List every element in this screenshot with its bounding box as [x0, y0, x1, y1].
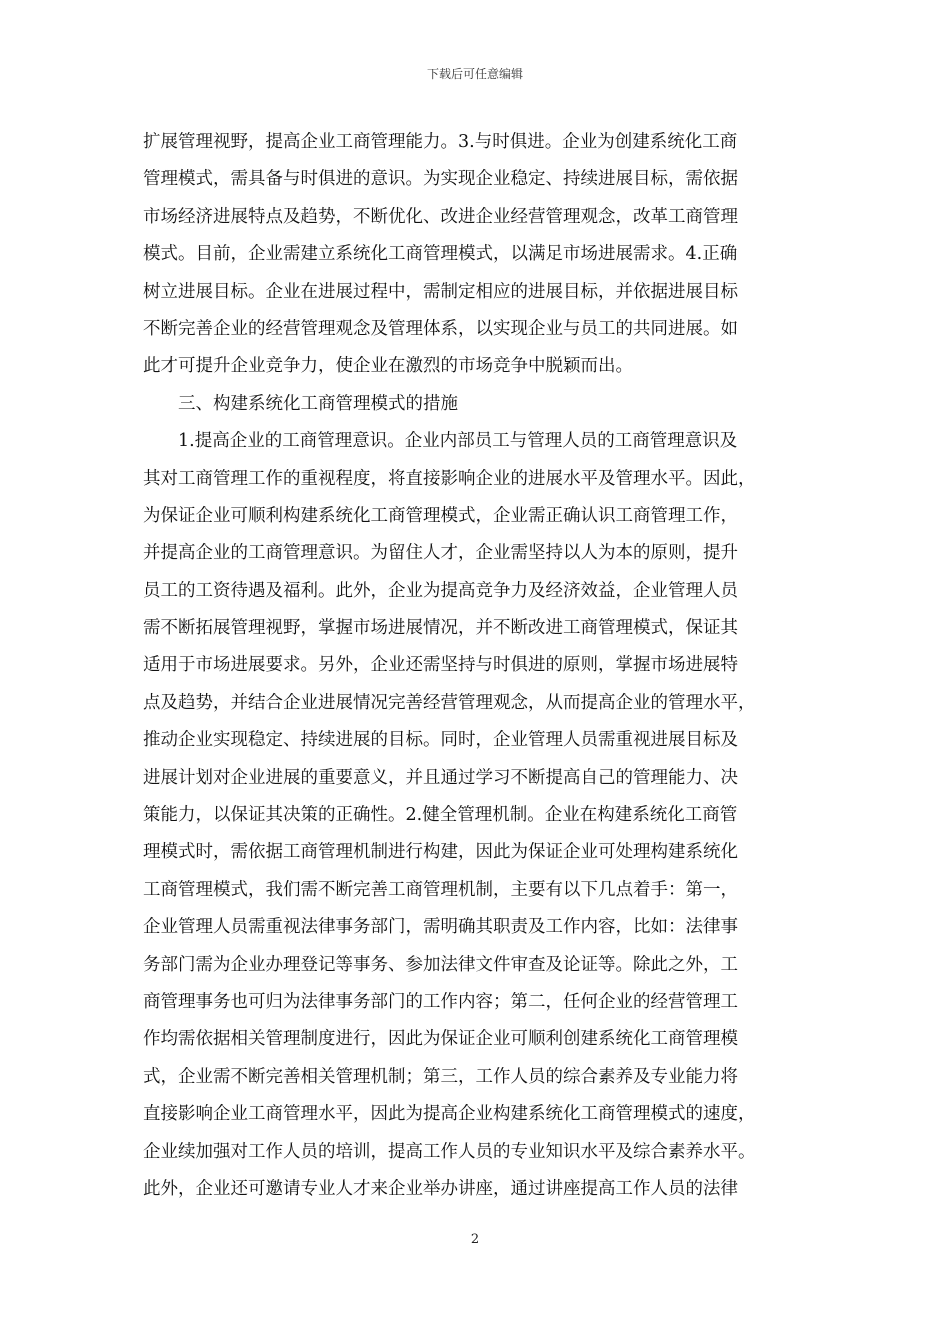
- text-line: 务部门需为企业办理登记等事务、参加法律文件审查及论证等。除此之外，工: [143, 954, 738, 975]
- page-header: 下载后可任意编辑: [426, 67, 523, 81]
- text-line: 为保证企业可顺利构建系统化工商管理模式，企业需正确认识工商管理工作，: [143, 505, 738, 526]
- text-line: 推动企业实现稳定、持续进展的目标。同时，企业管理人员需重视进展目标及: [143, 730, 738, 751]
- text-line: 员工的工资待遇及福利。此外，企业为提高竞争力及经济效益，企业管理人员: [143, 580, 738, 601]
- text-line: 1.提高企业的工商管理意识。企业内部员工与管理人员的工商管理意识及: [178, 431, 738, 452]
- body-text: [143, 124, 808, 1208]
- text-line: 三、构建系统化工商管理模式的措施: [178, 393, 458, 414]
- text-line: 工商管理模式，我们需不断完善工商管理机制，主要有以下几点着手：第一，: [143, 879, 738, 900]
- text-line: 模式。目前，企业需建立系统化工商管理模式，以满足市场进展需求。4.正确: [143, 244, 738, 265]
- text-line: 企业续加强对工作人员的培训，提高工作人员的专业知识水平及综合素养水平。: [143, 1141, 756, 1162]
- text-line: 企业管理人员需重视法律事务部门，需明确其职责及工作内容，比如：法律事: [143, 917, 738, 938]
- text-line: 直接影响企业工商管理水平，因此为提高企业构建系统化工商管理模式的速度，: [143, 1104, 756, 1125]
- text-line: 此外，企业还可邀请专业人才来企业举办讲座，通过讲座提高工作人员的法律: [143, 1178, 738, 1199]
- text-line: 需不断拓展管理视野，掌握市场进展情况，并不断改进工商管理模式，保证其: [143, 618, 738, 639]
- text-line: 进展计划对企业进展的重要意义，并且通过学习不断提高自己的管理能力、决: [143, 767, 738, 788]
- text-line: 商管理事务也可归为法律事务部门的工作内容；第二，任何企业的经营管理工: [143, 991, 738, 1012]
- text-line: 作均需依据相关管理制度进行，因此为保证企业可顺利创建系统化工商管理模: [143, 1029, 738, 1050]
- text-line: 市场经济进展特点及趋势，不断优化、改进企业经营管理观念，改革工商管理: [143, 206, 738, 227]
- text-line: 并提高企业的工商管理意识。为留住人才，企业需坚持以人为本的原则，提升: [143, 543, 738, 564]
- text-line: 管理模式，需具备与时俱进的意识。为实现企业稳定、持续进展目标，需依据: [143, 169, 738, 190]
- text-line: 策能力，以保证其决策的正确性。2.健全管理机制。企业在构建系统化工商管: [143, 805, 738, 826]
- page-number: 2: [470, 1232, 480, 1247]
- text-line: 不断完善企业的经营管理观念及管理体系，以实现企业与员工的共同进展。如: [143, 318, 738, 339]
- text-line: 其对工商管理工作的重视程度，将直接影响企业的进展水平及管理水平。因此，: [143, 468, 756, 489]
- text-line: 理模式时，需依据工商管理机制进行构建，因此为保证企业可处理构建系统化: [143, 842, 738, 863]
- text-line: 点及趋势，并结合企业进展情况完善经营管理观念，从而提高企业的管理水平，: [143, 692, 756, 713]
- text-line: 式，企业需不断完善相关管理机制；第三，工作人员的综合素养及专业能力将: [143, 1066, 738, 1087]
- text-line: 适用于市场进展要求。另外，企业还需坚持与时俱进的原则，掌握市场进展特: [143, 655, 738, 676]
- text-line: 树立进展目标。企业在进展过程中，需制定相应的进展目标，并依据进展目标: [143, 281, 738, 302]
- text-line: 此才可提升企业竞争力，使企业在激烈的市场竞争中脱颖而出。: [143, 356, 633, 377]
- text-line: 扩展管理视野，提高企业工商管理能力。3.与时俱进。企业为创建系统化工商: [143, 132, 738, 152]
